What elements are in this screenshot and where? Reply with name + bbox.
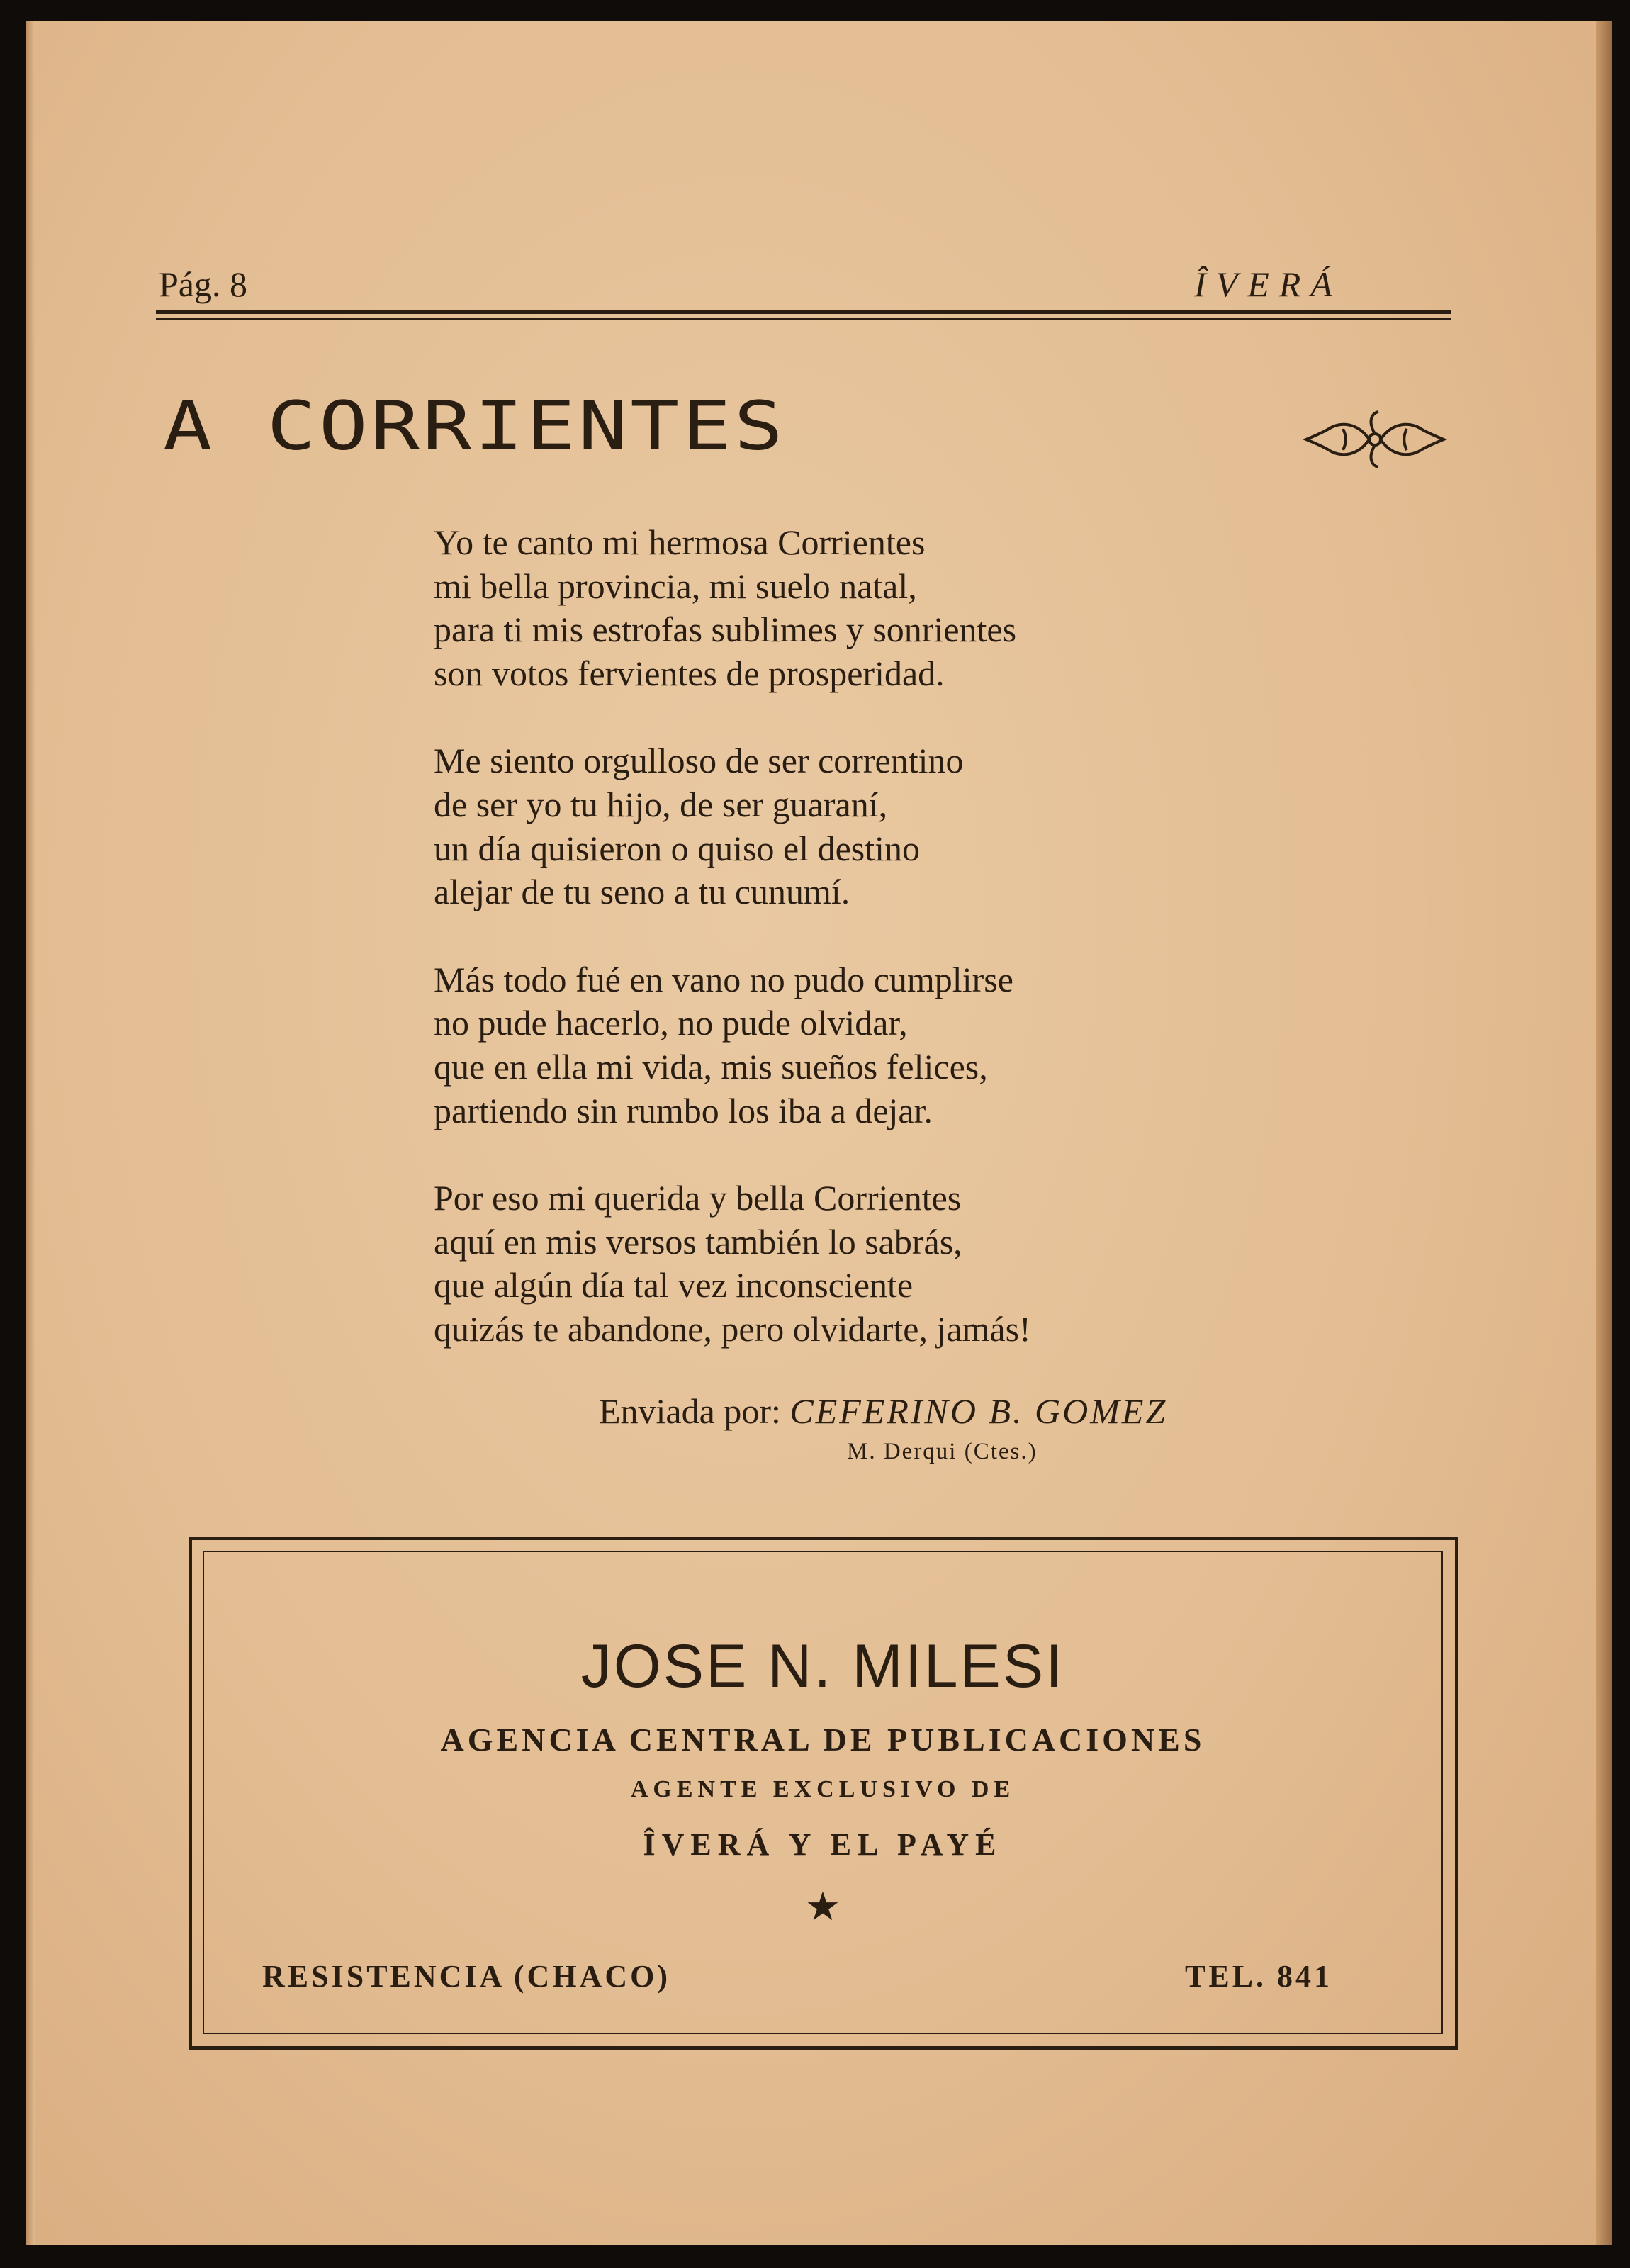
page-number: Pág. 8 xyxy=(159,264,247,304)
poem-credit xyxy=(599,1391,1167,1432)
verse-line: Más todo fué en vano no pudo cumplirse xyxy=(434,959,1013,999)
author-location: M. Derqui (Ctes.) xyxy=(847,1439,1038,1464)
verse-line: son votos fervientes de prosperidad. xyxy=(434,653,945,693)
page-left-edge xyxy=(26,21,35,2245)
stanza xyxy=(434,521,1284,695)
credit-prefix: Enviada por: xyxy=(599,1391,781,1431)
verse-line: no pude hacerlo, no pude olvidar, xyxy=(434,1003,908,1043)
verse-line: Me siento orgulloso de ser correntino xyxy=(434,741,964,781)
verse-line: para ti mis estrofas sublimes y sonrientes xyxy=(434,610,1017,650)
verse-line: que en ella mi vida, mis sueños felices, xyxy=(434,1046,988,1087)
advertiser-agent-line: AGENTE EXCLUSIVO DE xyxy=(630,1776,1016,1802)
advertised-publications: ÎVERÁ Y EL PAYÉ xyxy=(643,1827,1003,1862)
verse-line: de ser yo tu hijo, de ser guaraní, xyxy=(434,784,888,824)
stanza xyxy=(434,739,1284,914)
page-spine xyxy=(1596,21,1612,2245)
verse-line: aquí en mis versos también lo sabrás, xyxy=(434,1221,962,1262)
advertiser-phone: TEL. 841 xyxy=(1185,1959,1333,1994)
header-rule-thick xyxy=(156,310,1451,314)
header-rule-thin xyxy=(156,318,1451,320)
verse-line: Yo te canto mi hermosa Corrientes xyxy=(434,522,926,562)
verse-line: quizás te abandone, pero olvidarte, jamás! xyxy=(434,1308,1031,1349)
verse-line: partiendo sin rumbo los iba a dejar. xyxy=(434,1090,933,1130)
advertiser-subtitle: AGENCIA CENTRAL DE PUBLICACIONES xyxy=(440,1722,1205,1758)
author-name: CEFERINO B. GOMEZ xyxy=(789,1391,1168,1431)
verse-line: un día quisieron o quiso el destino xyxy=(434,828,921,868)
fleuron-ornament-icon xyxy=(1300,408,1449,471)
star-icon: ★ xyxy=(804,1885,841,1929)
stanza xyxy=(434,1177,1284,1351)
stanza xyxy=(434,958,1284,1133)
magazine-title: ÎVERÁ xyxy=(1194,264,1342,304)
poem-title: A CORRIENTES xyxy=(163,387,786,466)
advertiser-city: RESISTENCIA (CHACO) xyxy=(262,1959,670,1994)
verse-line: Por eso mi querida y bella Corrientes xyxy=(434,1178,962,1218)
verse-line: que algún día tal vez inconsciente xyxy=(434,1265,914,1306)
poem-body xyxy=(434,521,1284,1396)
verse-line: mi bella provincia, mi suelo natal, xyxy=(434,566,917,606)
advertiser-name: JOSE N. MILESI xyxy=(580,1632,1065,1700)
verse-line: alejar de tu seno a tu cunumí. xyxy=(434,872,850,912)
